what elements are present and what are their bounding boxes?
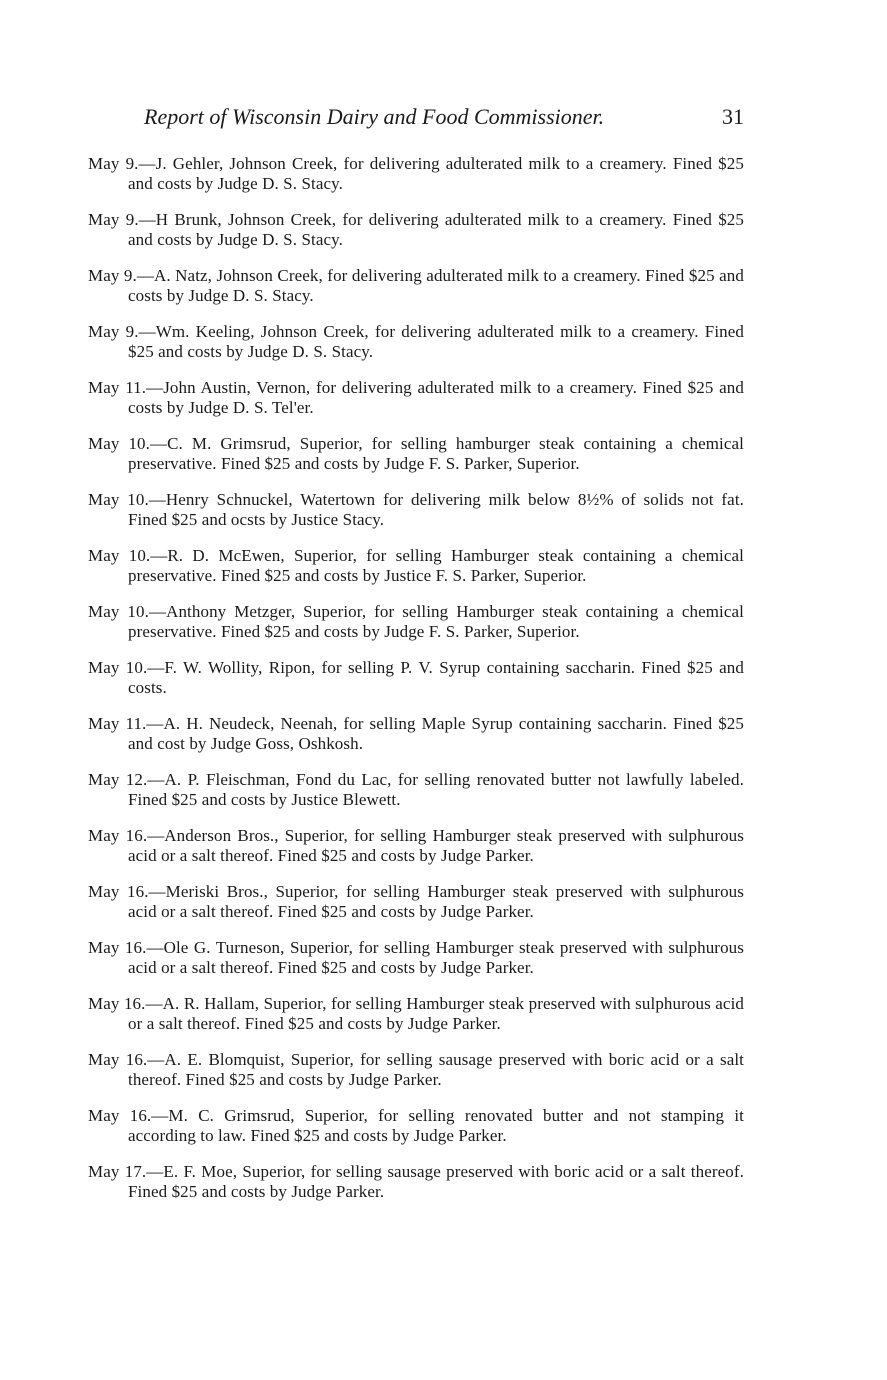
entry-paragraph: May 16.—A. R. Hallam, Superior, for selling Hamburger steak preserved with sulphurous acid or a salt thereof. Fined $25 and costs by Judge Parker. xyxy=(88,994,744,1033)
report-title: Report of Wisconsin Dairy and Food Commissioner. xyxy=(144,104,605,129)
entry-paragraph: May 9.—A. Natz, Johnson Creek, for delivering adulterated milk to a creamery. Fined $25 and costs by Judge D. S. Stacy. xyxy=(88,266,744,305)
prosecution-entries xyxy=(88,154,744,1201)
entry-paragraph: May 10.—F. W. Wollity, Ripon, for selling P. V. Syrup containing saccharin. Fined $25 and costs. xyxy=(88,658,744,697)
entry-paragraph: May 16.—Meriski Bros., Superior, for selling Hamburger steak preserved with sulphurous acid or a salt thereof. Fined $25 and costs by Judge Parker. xyxy=(88,882,744,921)
page-number: 31 xyxy=(722,104,744,129)
running-head xyxy=(88,104,744,134)
entry-paragraph: May 11.—John Austin, Vernon, for delivering adulterated milk to a creamery. Fined $25 and costs by Judge D. S. Tel'er. xyxy=(88,378,744,417)
entry-paragraph: May 9.—J. Gehler, Johnson Creek, for delivering adulterated milk to a creamery. Fined $25 and costs by Judge D. S. Stacy. xyxy=(88,154,744,193)
entry-paragraph: May 16.—M. C. Grimsrud, Superior, for selling renovated butter and not stamping it according to law. Fined $25 and costs by Judge Parker. xyxy=(88,1106,744,1145)
entry-paragraph: May 12.—A. P. Fleischman, Fond du Lac, for selling renovated butter not lawfully labeled. Fined $25 and costs by Justice Blewett. xyxy=(88,770,744,809)
entry-paragraph: May 16.—Ole G. Turneson, Superior, for selling Hamburger steak preserved with sulphurous acid or a salt thereof. Fined $25 and costs by Judge Parker. xyxy=(88,938,744,977)
entry-paragraph: May 9.—H Brunk, Johnson Creek, for delivering adulterated milk to a creamery. Fined $25 and costs by Judge D. S. Stacy. xyxy=(88,210,744,249)
entry-paragraph: May 10.—Henry Schnuckel, Watertown for delivering milk below 8½% of solids not fat. Fined $25 and ocsts by Justice Stacy. xyxy=(88,490,744,529)
document-page xyxy=(88,104,744,1211)
entry-paragraph: May 10.—C. M. Grimsrud, Superior, for selling hamburger steak containing a chemical preservative. Fined $25 and costs by Judge F. S. Parker, Superior. xyxy=(88,434,744,473)
entry-paragraph: May 16.—Anderson Bros., Superior, for selling Hamburger steak preserved with sulphurous acid or a salt thereof. Fined $25 and costs by Judge Parker. xyxy=(88,826,744,865)
entry-paragraph: May 10.—R. D. McEwen, Superior, for selling Hamburger steak containing a chemical preservative. Fined $25 and costs by Justice F. S. Parker, Superior. xyxy=(88,546,744,585)
entry-paragraph: May 9.—Wm. Keeling, Johnson Creek, for delivering adulterated milk to a creamery. Fined $25 and costs by Judge D. S. Stacy. xyxy=(88,322,744,361)
entry-paragraph: May 11.—A. H. Neudeck, Neenah, for selling Maple Syrup containing saccharin. Fined $25 and cost by Judge Goss, Oshkosh. xyxy=(88,714,744,753)
entry-paragraph: May 16.—A. E. Blomquist, Superior, for selling sausage preserved with boric acid or a salt thereof. Fined $25 and costs by Judge Parker. xyxy=(88,1050,744,1089)
entry-paragraph: May 10.—Anthony Metzger, Superior, for selling Hamburger steak containing a chemical preservative. Fined $25 and costs by Judge F. S. Parker, Superior. xyxy=(88,602,744,641)
entry-paragraph: May 17.—E. F. Moe, Superior, for selling sausage preserved with boric acid or a salt thereof. Fined $25 and costs by Judge Parker. xyxy=(88,1162,744,1201)
